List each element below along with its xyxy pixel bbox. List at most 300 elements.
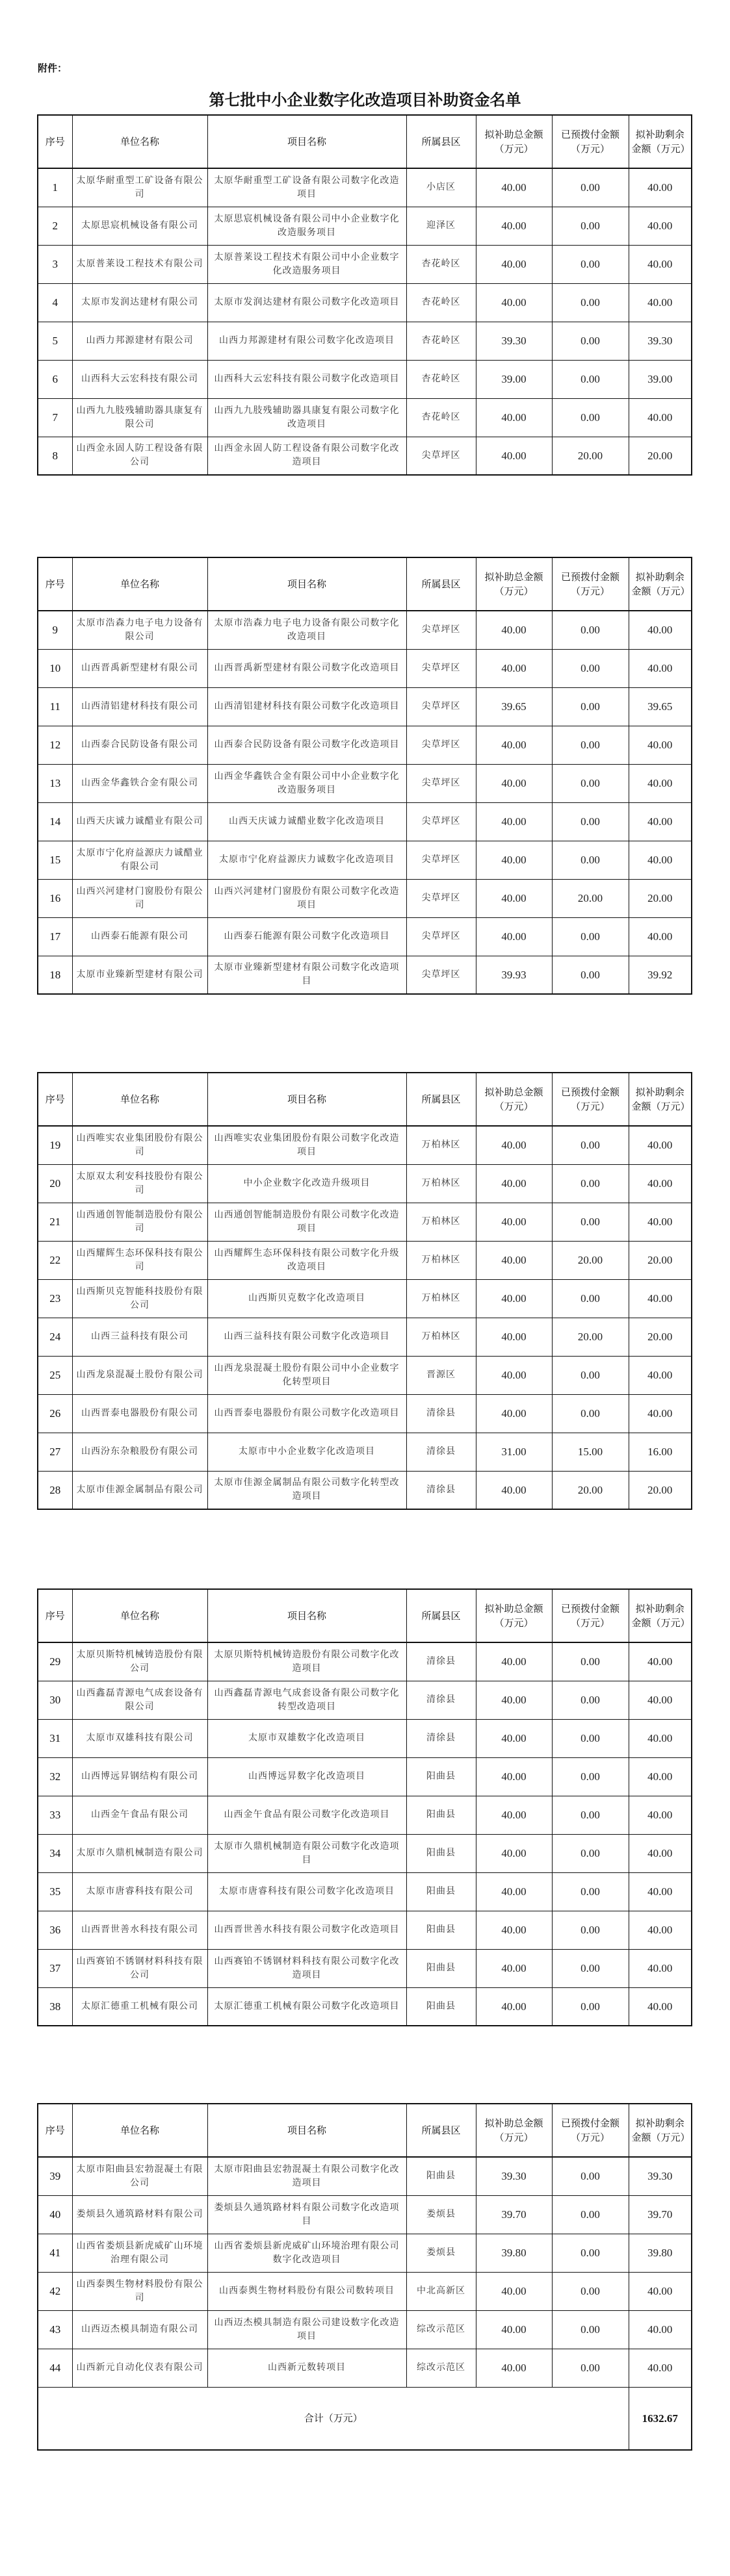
table-row	[38, 437, 692, 475]
cell-project-name: 山西晋泰电器股份有限公司数字化改造项目	[207, 1394, 406, 1433]
cell-unit-name: 山西清铝建材科技有限公司	[72, 687, 207, 726]
table-row	[38, 1872, 692, 1911]
column-header-district: 所属县区	[406, 1073, 476, 1126]
cell-remaining-amount: 40.00	[629, 917, 692, 956]
cell-total-amount: 40.00	[476, 841, 552, 879]
cell-paid-amount: 15.00	[552, 1433, 629, 1471]
cell-paid-amount: 0.00	[552, 841, 629, 879]
column-header-project: 项目名称	[207, 115, 406, 168]
cell-unit-name: 山西晋禹新型建材有限公司	[72, 649, 207, 687]
cell-district: 阳曲县	[406, 1911, 476, 1949]
cell-remaining-amount: 40.00	[629, 1796, 692, 1834]
cell-district: 娄烦县	[406, 2195, 476, 2234]
cell-paid-amount: 0.00	[552, 611, 629, 649]
column-header-district: 所属县区	[406, 115, 476, 168]
cell-project-name: 山西省娄烦县新虎威矿山环境治理有限公司数字化改造项目	[207, 2234, 406, 2272]
cell-seq: 25	[38, 1356, 72, 1394]
cell-project-name: 太原华耐重型工矿设备有限公司数字化改造项目	[207, 168, 406, 207]
cell-district: 万柏林区	[406, 1318, 476, 1356]
table-row	[38, 879, 692, 917]
cell-seq: 44	[38, 2349, 72, 2387]
cell-unit-name: 太原市阳曲县宏勃混凝土有限公司	[72, 2157, 207, 2195]
cell-remaining-amount: 39.70	[629, 2195, 692, 2234]
cell-paid-amount: 0.00	[552, 207, 629, 245]
cell-district: 清徐县	[406, 1681, 476, 1719]
cell-total-amount: 39.93	[476, 956, 552, 994]
cell-total-amount: 40.00	[476, 283, 552, 322]
table-row	[38, 2310, 692, 2349]
cell-unit-name: 太原市佳源金属制品有限公司	[72, 1471, 207, 1509]
cell-paid-amount: 0.00	[552, 1987, 629, 2026]
cell-project-name: 山西博远昇数字化改造项目	[207, 1757, 406, 1796]
column-header-total: 拟补助总金额（万元）	[476, 2104, 552, 2157]
cell-district: 万柏林区	[406, 1279, 476, 1318]
cell-total-amount: 40.00	[476, 1757, 552, 1796]
cell-project-name: 太原贝斯特机械铸造股份有限公司数字化改造项目	[207, 1642, 406, 1681]
cell-paid-amount: 0.00	[552, 2234, 629, 2272]
cell-district: 杏花岭区	[406, 283, 476, 322]
cell-project-name: 山西金华鑫铁合金有限公司中小企业数字化改造服务项目	[207, 764, 406, 802]
cell-remaining-amount: 39.30	[629, 322, 692, 360]
cell-seq: 26	[38, 1394, 72, 1433]
cell-total-amount: 40.00	[476, 1126, 552, 1164]
table-header-row	[38, 1073, 692, 1126]
cell-seq: 9	[38, 611, 72, 649]
cell-district: 尖草坪区	[406, 726, 476, 764]
cell-total-amount: 39.00	[476, 360, 552, 398]
cell-seq: 24	[38, 1318, 72, 1356]
cell-paid-amount: 0.00	[552, 764, 629, 802]
cell-seq: 11	[38, 687, 72, 726]
table-row	[38, 1681, 692, 1719]
cell-seq: 32	[38, 1757, 72, 1796]
table-row	[38, 1203, 692, 1241]
cell-project-name: 山西泰合民防设备有限公司数字化改造项目	[207, 726, 406, 764]
cell-total-amount: 40.00	[476, 2349, 552, 2387]
column-header-seq: 序号	[38, 1589, 72, 1642]
cell-seq: 39	[38, 2157, 72, 2195]
cell-seq: 36	[38, 1911, 72, 1949]
table-row	[38, 2349, 692, 2387]
cell-unit-name: 山西金华鑫铁合金有限公司	[72, 764, 207, 802]
cell-unit-name: 山西晋世善水科技有限公司	[72, 1911, 207, 1949]
cell-seq: 2	[38, 207, 72, 245]
cell-remaining-amount: 40.00	[629, 245, 692, 283]
cell-project-name: 太原市浩森力电子电力设备有限公司数字化改造项目	[207, 611, 406, 649]
cell-remaining-amount: 40.00	[629, 726, 692, 764]
cell-remaining-amount: 40.00	[629, 1642, 692, 1681]
table-row	[38, 1471, 692, 1509]
cell-unit-name: 太原汇德重工机械有限公司	[72, 1987, 207, 2026]
cell-paid-amount: 0.00	[552, 1279, 629, 1318]
cell-district: 清徐县	[406, 1433, 476, 1471]
cell-seq: 4	[38, 283, 72, 322]
cell-paid-amount: 0.00	[552, 360, 629, 398]
cell-paid-amount: 0.00	[552, 687, 629, 726]
cell-project-name: 太原市唐睿科技有限公司数字化改造项目	[207, 1872, 406, 1911]
cell-district: 尖草坪区	[406, 764, 476, 802]
cell-paid-amount: 0.00	[552, 1394, 629, 1433]
column-header-unit: 单位名称	[72, 115, 207, 168]
cell-total-amount: 40.00	[476, 611, 552, 649]
cell-paid-amount: 0.00	[552, 1911, 629, 1949]
cell-total-amount: 40.00	[476, 1164, 552, 1203]
cell-seq: 8	[38, 437, 72, 475]
cell-total-amount: 40.00	[476, 1681, 552, 1719]
cell-seq: 23	[38, 1279, 72, 1318]
cell-district: 尖草坪区	[406, 841, 476, 879]
cell-project-name: 山西斯贝克数字化改造项目	[207, 1279, 406, 1318]
cell-project-name: 太原汇德重工机械有限公司数字化改造项目	[207, 1987, 406, 2026]
cell-project-name: 山西耀辉生态环保科技有限公司数字化升级改造项目	[207, 1241, 406, 1279]
table-row	[38, 1642, 692, 1681]
cell-paid-amount: 0.00	[552, 168, 629, 207]
table-row	[38, 726, 692, 764]
table-row	[38, 764, 692, 802]
cell-seq: 34	[38, 1834, 72, 1872]
table-row	[38, 168, 692, 207]
cell-unit-name: 山西鑫磊青源电气成套设备有限公司	[72, 1681, 207, 1719]
cell-seq: 21	[38, 1203, 72, 1241]
cell-total-amount: 40.00	[476, 398, 552, 437]
cell-remaining-amount: 39.30	[629, 2157, 692, 2195]
column-header-total: 拟补助总金额（万元）	[476, 557, 552, 611]
cell-seq: 35	[38, 1872, 72, 1911]
cell-total-amount: 40.00	[476, 917, 552, 956]
cell-district: 迎泽区	[406, 207, 476, 245]
cell-remaining-amount: 40.00	[629, 2349, 692, 2387]
cell-unit-name: 太原市发润达建材有限公司	[72, 283, 207, 322]
cell-remaining-amount: 20.00	[629, 879, 692, 917]
cell-total-amount: 39.30	[476, 2157, 552, 2195]
cell-district: 阳曲县	[406, 2157, 476, 2195]
cell-project-name: 山西泰石能源有限公司数字化改造项目	[207, 917, 406, 956]
cell-seq: 1	[38, 168, 72, 207]
column-header-remaining: 拟补助剩余金额（万元）	[629, 557, 692, 611]
total-row	[38, 2387, 692, 2450]
cell-district: 阳曲县	[406, 1949, 476, 1987]
table-header-row	[38, 115, 692, 168]
cell-seq: 7	[38, 398, 72, 437]
cell-remaining-amount: 39.00	[629, 360, 692, 398]
cell-project-name: 太原市阳曲县宏勃混凝土有限公司数字化改造项目	[207, 2157, 406, 2195]
cell-unit-name: 山西九九肢残辅助器具康复有限公司	[72, 398, 207, 437]
cell-paid-amount: 20.00	[552, 1241, 629, 1279]
table-row	[38, 1164, 692, 1203]
column-header-seq: 序号	[38, 557, 72, 611]
table-header-row	[38, 2104, 692, 2157]
cell-seq: 13	[38, 764, 72, 802]
cell-seq: 29	[38, 1642, 72, 1681]
subsidy-table-page-3	[37, 1072, 692, 1510]
table-row	[38, 1757, 692, 1796]
column-header-seq: 序号	[38, 1073, 72, 1126]
cell-district: 综改示范区	[406, 2310, 476, 2349]
cell-remaining-amount: 40.00	[629, 283, 692, 322]
column-header-paid: 已预拨付金额（万元）	[552, 115, 629, 168]
cell-paid-amount: 0.00	[552, 1872, 629, 1911]
cell-project-name: 山西鑫磊青源电气成套设备有限公司数字化转型改造项目	[207, 1681, 406, 1719]
cell-project-name: 中小企业数字化改造升级项目	[207, 1164, 406, 1203]
cell-project-name: 太原市中小企业数字化改造项目	[207, 1433, 406, 1471]
cell-paid-amount: 0.00	[552, 917, 629, 956]
cell-total-amount: 40.00	[476, 1394, 552, 1433]
table-row	[38, 245, 692, 283]
cell-seq: 20	[38, 1164, 72, 1203]
cell-remaining-amount: 40.00	[629, 207, 692, 245]
cell-total-amount: 40.00	[476, 1318, 552, 1356]
cell-remaining-amount: 40.00	[629, 1164, 692, 1203]
cell-paid-amount: 0.00	[552, 802, 629, 841]
cell-remaining-amount: 40.00	[629, 2310, 692, 2349]
column-header-project: 项目名称	[207, 2104, 406, 2157]
cell-seq: 3	[38, 245, 72, 283]
cell-district: 尖草坪区	[406, 879, 476, 917]
total-label: 合计（万元）	[38, 2387, 629, 2450]
cell-project-name: 山西晋禹新型建材有限公司数字化改造项目	[207, 649, 406, 687]
cell-paid-amount: 0.00	[552, 1796, 629, 1834]
cell-district: 阳曲县	[406, 1796, 476, 1834]
cell-seq: 30	[38, 1681, 72, 1719]
table-row	[38, 649, 692, 687]
cell-district: 清徐县	[406, 1642, 476, 1681]
table-row	[38, 1241, 692, 1279]
cell-remaining-amount: 40.00	[629, 1719, 692, 1757]
table-row	[38, 1318, 692, 1356]
cell-unit-name: 山西晋泰电器股份有限公司	[72, 1394, 207, 1433]
cell-total-amount: 40.00	[476, 1872, 552, 1911]
cell-district: 万柏林区	[406, 1203, 476, 1241]
cell-remaining-amount: 16.00	[629, 1433, 692, 1471]
cell-paid-amount: 0.00	[552, 1757, 629, 1796]
cell-total-amount: 40.00	[476, 2310, 552, 2349]
cell-paid-amount: 0.00	[552, 2272, 629, 2310]
cell-remaining-amount: 20.00	[629, 437, 692, 475]
table-row	[38, 1796, 692, 1834]
cell-unit-name: 山西迈杰模具制造有限公司	[72, 2310, 207, 2349]
cell-total-amount: 40.00	[476, 1987, 552, 2026]
cell-paid-amount: 0.00	[552, 1719, 629, 1757]
cell-unit-name: 太原市宁化府益源庆力诚醋业有限公司	[72, 841, 207, 879]
cell-paid-amount: 0.00	[552, 649, 629, 687]
table-row	[38, 1433, 692, 1471]
table-row	[38, 1356, 692, 1394]
column-header-district: 所属县区	[406, 1589, 476, 1642]
cell-unit-name: 山西天庆诚力诚醋业有限公司	[72, 802, 207, 841]
cell-remaining-amount: 40.00	[629, 1356, 692, 1394]
cell-district: 娄烦县	[406, 2234, 476, 2272]
cell-remaining-amount: 40.00	[629, 1834, 692, 1872]
cell-project-name: 山西科大云宏科技有限公司数字化改造项目	[207, 360, 406, 398]
cell-unit-name: 太原市唐睿科技有限公司	[72, 1872, 207, 1911]
cell-total-amount: 40.00	[476, 2272, 552, 2310]
cell-unit-name: 山西省娄烦县新虎威矿山环境治理有限公司	[72, 2234, 207, 2272]
cell-district: 阳曲县	[406, 1757, 476, 1796]
table-row	[38, 611, 692, 649]
table-row	[38, 2234, 692, 2272]
column-header-paid: 已预拨付金额（万元）	[552, 557, 629, 611]
cell-total-amount: 40.00	[476, 168, 552, 207]
cell-seq: 43	[38, 2310, 72, 2349]
cell-total-amount: 40.00	[476, 1279, 552, 1318]
column-header-seq: 序号	[38, 2104, 72, 2157]
cell-district: 尖草坪区	[406, 437, 476, 475]
cell-unit-name: 太原市久鼎机械制造有限公司	[72, 1834, 207, 1872]
cell-paid-amount: 0.00	[552, 1834, 629, 1872]
cell-project-name: 山西通创智能制造股份有限公司数字化改造项目	[207, 1203, 406, 1241]
cell-unit-name: 太原市业臻新型建材有限公司	[72, 956, 207, 994]
column-header-remaining: 拟补助剩余金额（万元）	[629, 1073, 692, 1126]
table-row	[38, 802, 692, 841]
cell-paid-amount: 0.00	[552, 2349, 629, 2387]
cell-project-name: 山西力邦源建材有限公司数字化改造项目	[207, 322, 406, 360]
cell-district: 小店区	[406, 168, 476, 207]
cell-remaining-amount: 20.00	[629, 1318, 692, 1356]
cell-seq: 33	[38, 1796, 72, 1834]
cell-remaining-amount: 40.00	[629, 1126, 692, 1164]
cell-paid-amount: 0.00	[552, 1203, 629, 1241]
cell-remaining-amount: 40.00	[629, 611, 692, 649]
cell-project-name: 山西清铝建材科技有限公司数字化改造项目	[207, 687, 406, 726]
cell-district: 尖草坪区	[406, 917, 476, 956]
cell-paid-amount: 0.00	[552, 283, 629, 322]
table-row	[38, 1987, 692, 2026]
cell-remaining-amount: 40.00	[629, 168, 692, 207]
cell-seq: 6	[38, 360, 72, 398]
cell-seq: 28	[38, 1471, 72, 1509]
cell-project-name: 山西九九肢残辅助器具康复有限公司数字化改造项目	[207, 398, 406, 437]
cell-paid-amount: 0.00	[552, 2195, 629, 2234]
cell-unit-name: 太原普莱设工程技术有限公司	[72, 245, 207, 283]
cell-seq: 41	[38, 2234, 72, 2272]
cell-unit-name: 山西金永固人防工程设备有限公司	[72, 437, 207, 475]
cell-seq: 15	[38, 841, 72, 879]
cell-project-name: 山西三益科技有限公司数字化改造项目	[207, 1318, 406, 1356]
cell-unit-name: 山西博远昇钢结构有限公司	[72, 1757, 207, 1796]
cell-district: 清徐县	[406, 1394, 476, 1433]
cell-remaining-amount: 40.00	[629, 398, 692, 437]
cell-seq: 14	[38, 802, 72, 841]
cell-remaining-amount: 40.00	[629, 1911, 692, 1949]
cell-remaining-amount: 40.00	[629, 1681, 692, 1719]
cell-total-amount: 40.00	[476, 1203, 552, 1241]
cell-unit-name: 山西龙泉混凝土股份有限公司	[72, 1356, 207, 1394]
subsidy-table-page-4	[37, 1588, 692, 2026]
table-row	[38, 283, 692, 322]
table-row	[38, 1394, 692, 1433]
column-header-unit: 单位名称	[72, 557, 207, 611]
cell-unit-name: 山西力邦源建材有限公司	[72, 322, 207, 360]
cell-total-amount: 40.00	[476, 649, 552, 687]
cell-total-amount: 40.00	[476, 1241, 552, 1279]
cell-project-name: 山西晋世善水科技有限公司数字化改造项目	[207, 1911, 406, 1949]
cell-district: 尖草坪区	[406, 687, 476, 726]
column-header-remaining: 拟补助剩余金额（万元）	[629, 115, 692, 168]
cell-district: 清徐县	[406, 1719, 476, 1757]
cell-unit-name: 太原华耐重型工矿设备有限公司	[72, 168, 207, 207]
cell-total-amount: 40.00	[476, 1719, 552, 1757]
cell-seq: 37	[38, 1949, 72, 1987]
column-header-total: 拟补助总金额（万元）	[476, 115, 552, 168]
cell-paid-amount: 0.00	[552, 726, 629, 764]
cell-unit-name: 山西泰石能源有限公司	[72, 917, 207, 956]
column-header-project: 项目名称	[207, 1589, 406, 1642]
cell-district: 尖草坪区	[406, 649, 476, 687]
cell-total-amount: 39.80	[476, 2234, 552, 2272]
cell-paid-amount: 0.00	[552, 2310, 629, 2349]
cell-unit-name: 山西唯实农业集团股份有限公司	[72, 1126, 207, 1164]
table-row	[38, 1719, 692, 1757]
cell-remaining-amount: 39.92	[629, 956, 692, 994]
attachment-label: 附件：	[38, 62, 68, 74]
cell-paid-amount: 20.00	[552, 1471, 629, 1509]
cell-district: 杏花岭区	[406, 398, 476, 437]
cell-district: 杏花岭区	[406, 245, 476, 283]
cell-unit-name: 山西泰合民防设备有限公司	[72, 726, 207, 764]
cell-remaining-amount: 40.00	[629, 649, 692, 687]
cell-total-amount: 39.30	[476, 322, 552, 360]
column-header-district: 所属县区	[406, 2104, 476, 2157]
table-row	[38, 917, 692, 956]
cell-project-name: 山西唯实农业集团股份有限公司数字化改造项目	[207, 1126, 406, 1164]
cell-unit-name: 山西泰舆生物材料股份有限公司	[72, 2272, 207, 2310]
cell-unit-name: 山西三益科技有限公司	[72, 1318, 207, 1356]
cell-seq: 27	[38, 1433, 72, 1471]
cell-paid-amount: 0.00	[552, 398, 629, 437]
cell-unit-name: 太原思宸机械设备有限公司	[72, 207, 207, 245]
cell-paid-amount: 0.00	[552, 1642, 629, 1681]
cell-unit-name: 山西科大云宏科技有限公司	[72, 360, 207, 398]
cell-seq: 22	[38, 1241, 72, 1279]
cell-total-amount: 39.65	[476, 687, 552, 726]
table-row	[38, 360, 692, 398]
cell-total-amount: 40.00	[476, 1356, 552, 1394]
column-header-paid: 已预拨付金额（万元）	[552, 2104, 629, 2157]
cell-district: 阳曲县	[406, 1872, 476, 1911]
cell-unit-name: 山西赛铂不锈钢材料科技有限公司	[72, 1949, 207, 1987]
cell-paid-amount: 0.00	[552, 2157, 629, 2195]
cell-paid-amount: 0.00	[552, 245, 629, 283]
cell-total-amount: 40.00	[476, 764, 552, 802]
cell-remaining-amount: 40.00	[629, 2272, 692, 2310]
cell-district: 尖草坪区	[406, 956, 476, 994]
table-row	[38, 1126, 692, 1164]
cell-project-name: 太原市业臻新型建材有限公司数字化改造项目	[207, 956, 406, 994]
cell-total-amount: 39.70	[476, 2195, 552, 2234]
column-header-paid: 已预拨付金额（万元）	[552, 1073, 629, 1126]
cell-remaining-amount: 39.65	[629, 687, 692, 726]
cell-project-name: 太原市佳源金属制品有限公司数字化转型改造项目	[207, 1471, 406, 1509]
cell-remaining-amount: 20.00	[629, 1241, 692, 1279]
cell-district: 综改示范区	[406, 2349, 476, 2387]
cell-project-name: 山西泰舆生物材料股份有限公司数转项目	[207, 2272, 406, 2310]
cell-paid-amount: 0.00	[552, 1126, 629, 1164]
document-title: 第七批中小企业数字化改造项目补助资金名单	[209, 90, 521, 109]
cell-remaining-amount: 40.00	[629, 1203, 692, 1241]
cell-total-amount: 40.00	[476, 1834, 552, 1872]
cell-paid-amount: 0.00	[552, 1949, 629, 1987]
cell-remaining-amount: 40.00	[629, 764, 692, 802]
cell-total-amount: 40.00	[476, 245, 552, 283]
cell-project-name: 山西赛铂不锈钢材料科技有限公司数字化改造项目	[207, 1949, 406, 1987]
cell-total-amount: 40.00	[476, 1911, 552, 1949]
column-header-remaining: 拟补助剩余金额（万元）	[629, 2104, 692, 2157]
column-header-seq: 序号	[38, 115, 72, 168]
column-header-paid: 已预拨付金额（万元）	[552, 1589, 629, 1642]
cell-project-name: 山西龙泉混凝土股份有限公司中小企业数字化转型项目	[207, 1356, 406, 1394]
cell-paid-amount: 0.00	[552, 1164, 629, 1203]
table-row	[38, 956, 692, 994]
